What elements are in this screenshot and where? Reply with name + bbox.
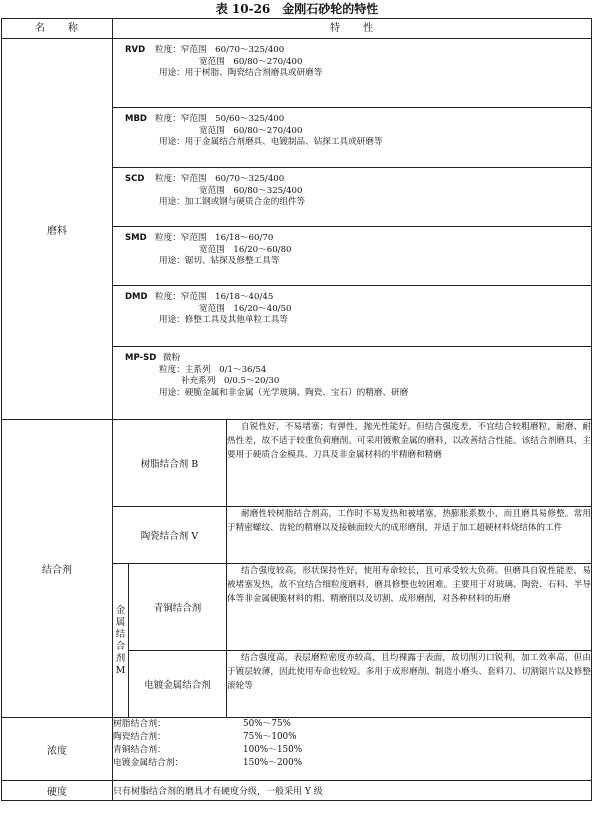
usage: 用途：用于树脂、陶瓷结合剂磨具或研磨等	[159, 68, 323, 78]
abrasive-row	[2, 39, 592, 420]
grain-narrow: 粒度：窄范围 60/70～325/400	[155, 45, 285, 55]
abrasive-group-scd	[113, 167, 591, 226]
usage: 用途：修整工具及其他单粒工具等	[159, 315, 288, 325]
grain-wide: 宽范围 60/80～270/400	[199, 125, 303, 136]
header-row	[2, 19, 592, 39]
bond-resin-row	[2, 420, 592, 507]
abrasive-code: RVD	[125, 45, 146, 55]
grain-wide: 宽范围 16/20～40/50	[199, 303, 292, 314]
grain-narrow: 粒度：窄范围 50/60～325/400	[155, 114, 285, 124]
abrasive-group-mpsd	[113, 346, 591, 419]
electro-bond-name: 电镀金属结合剂	[129, 651, 227, 718]
resin-bond-name: 树脂结合剂 B	[113, 420, 227, 507]
header-props: 特 性	[113, 19, 592, 39]
abrasive-group-mbd	[113, 107, 591, 167]
concentration-value: 50%～75%	[243, 719, 291, 729]
concentration-label: 浓度	[2, 718, 113, 781]
abrasive-code: DMD	[125, 292, 148, 302]
usage: 用途：加工钢或钢与硬质合金的组件等	[159, 197, 306, 207]
grain-wide: 宽范围 16/20～60/80	[199, 244, 292, 255]
grain-narrow: 粒度：窄范围 16/18～40/45	[155, 292, 274, 302]
concentration-value: 150%～200%	[243, 758, 303, 768]
vitrified-bond-name: 陶瓷结合剂 V	[113, 507, 227, 564]
grain-narrow: 粒度：窄范围 60/70～325/400	[155, 174, 285, 184]
header-name: 名 称	[2, 19, 113, 39]
abrasive-content	[113, 39, 592, 420]
hardness-row	[2, 781, 592, 801]
grain-main: 粒度：主系列 0/1～36/54	[159, 364, 267, 375]
usage: 用途：锯切、钻探及修整工具等	[159, 256, 280, 266]
properties-table	[1, 18, 592, 801]
abrasive-code: SMD	[125, 233, 147, 243]
abrasive-group-dmd	[113, 285, 591, 346]
bronze-bond-name: 青铜结合剂	[129, 564, 227, 651]
abrasive-group-smd	[113, 226, 591, 285]
concentration-content	[113, 718, 592, 781]
hardness-desc: 只有树脂结合剂的磨具才有硬度分级，一般采用 Y 级	[113, 781, 592, 801]
grain-supplement: 补充系列 0/0.5～20/30	[181, 376, 280, 386]
usage: 用途：用于金属结合剂磨具、电镀制品、钻探工具或研磨等	[159, 137, 383, 147]
concentration-value: 100%～150%	[243, 745, 303, 755]
table-title: 表 10-26 金刚石砂轮的特性	[215, 2, 379, 16]
grain-narrow: 粒度：窄范围 16/18～60/70	[155, 233, 274, 243]
bond-label: 结合剂	[2, 420, 113, 718]
usage: 用途：硬脆金属和非金属（光学玻璃、陶瓷、宝石）的精磨、研磨	[159, 387, 409, 398]
bronze-bond-desc: 结合强度较高，形状保持性好，使用寿命较长，且可承受较大负荷。但磨具自锐性能差，易被堵塞发热，故不宜结合细粒度磨料，磨具修整也较困难。主要用于对玻璃、陶瓷、石料、半导体等非金属硬脆材料的粗、精磨削以及切割、成形磨削，对各种材料的珩磨	[227, 564, 592, 651]
abrasive-code: MBD	[125, 114, 147, 124]
abrasive-code: SCD	[125, 174, 145, 184]
electro-bond-desc: 结合强度高，表层磨粒密度亦较高，且均裸露于表面，故切削刃口锐利，加工效率高，但由于镀层较薄，因此使用寿命也较短。多用于成形磨削、制造小磨头、套料刀、切割锯片以及修整滚轮等	[227, 651, 592, 718]
concentration-name: 电镀金属结合剂：	[113, 758, 184, 768]
micro-powder: 微粉	[163, 353, 181, 363]
abrasive-label: 磨料	[2, 39, 113, 420]
abrasive-group-rvd	[113, 39, 591, 107]
vitrified-bond-desc: 耐磨性较树脂结合剂高，工作时不易发热和被堵塞，热膨胀系数小，而且磨具易修整。常用于精密螺纹、齿轮的精磨以及接触面较大的成形磨削，并适于加工超硬材料烧结体的工件	[227, 507, 592, 564]
concentration-name: 陶瓷结合剂：	[113, 732, 166, 742]
abrasive-code: MP-SD	[125, 353, 157, 363]
hardness-label: 硬度	[2, 781, 113, 801]
concentration-row	[2, 718, 592, 781]
concentration-name: 树脂结合剂：	[113, 719, 166, 729]
metal-bond-label: 金属结合剂M	[113, 564, 129, 718]
resin-bond-desc: 自锐性好，不易堵塞；有弹性，抛光性能好。但结合强度差，不宜结合较粗磨粒，耐磨、耐热性差，故不适于较重负荷磨削。可采用镀敷金属的磨料，以改善结合性能。该结合剂磨具，主要用于硬质合金模具、刀具及非金属材料的半精磨和精磨	[227, 420, 592, 507]
grain-wide: 宽范围 60/80～270/400	[199, 56, 303, 67]
grain-wide: 宽范围 60/80～325/400	[199, 185, 303, 196]
concentration-value: 75%～100%	[243, 732, 297, 742]
concentration-name: 青铜结合剂：	[113, 745, 166, 755]
